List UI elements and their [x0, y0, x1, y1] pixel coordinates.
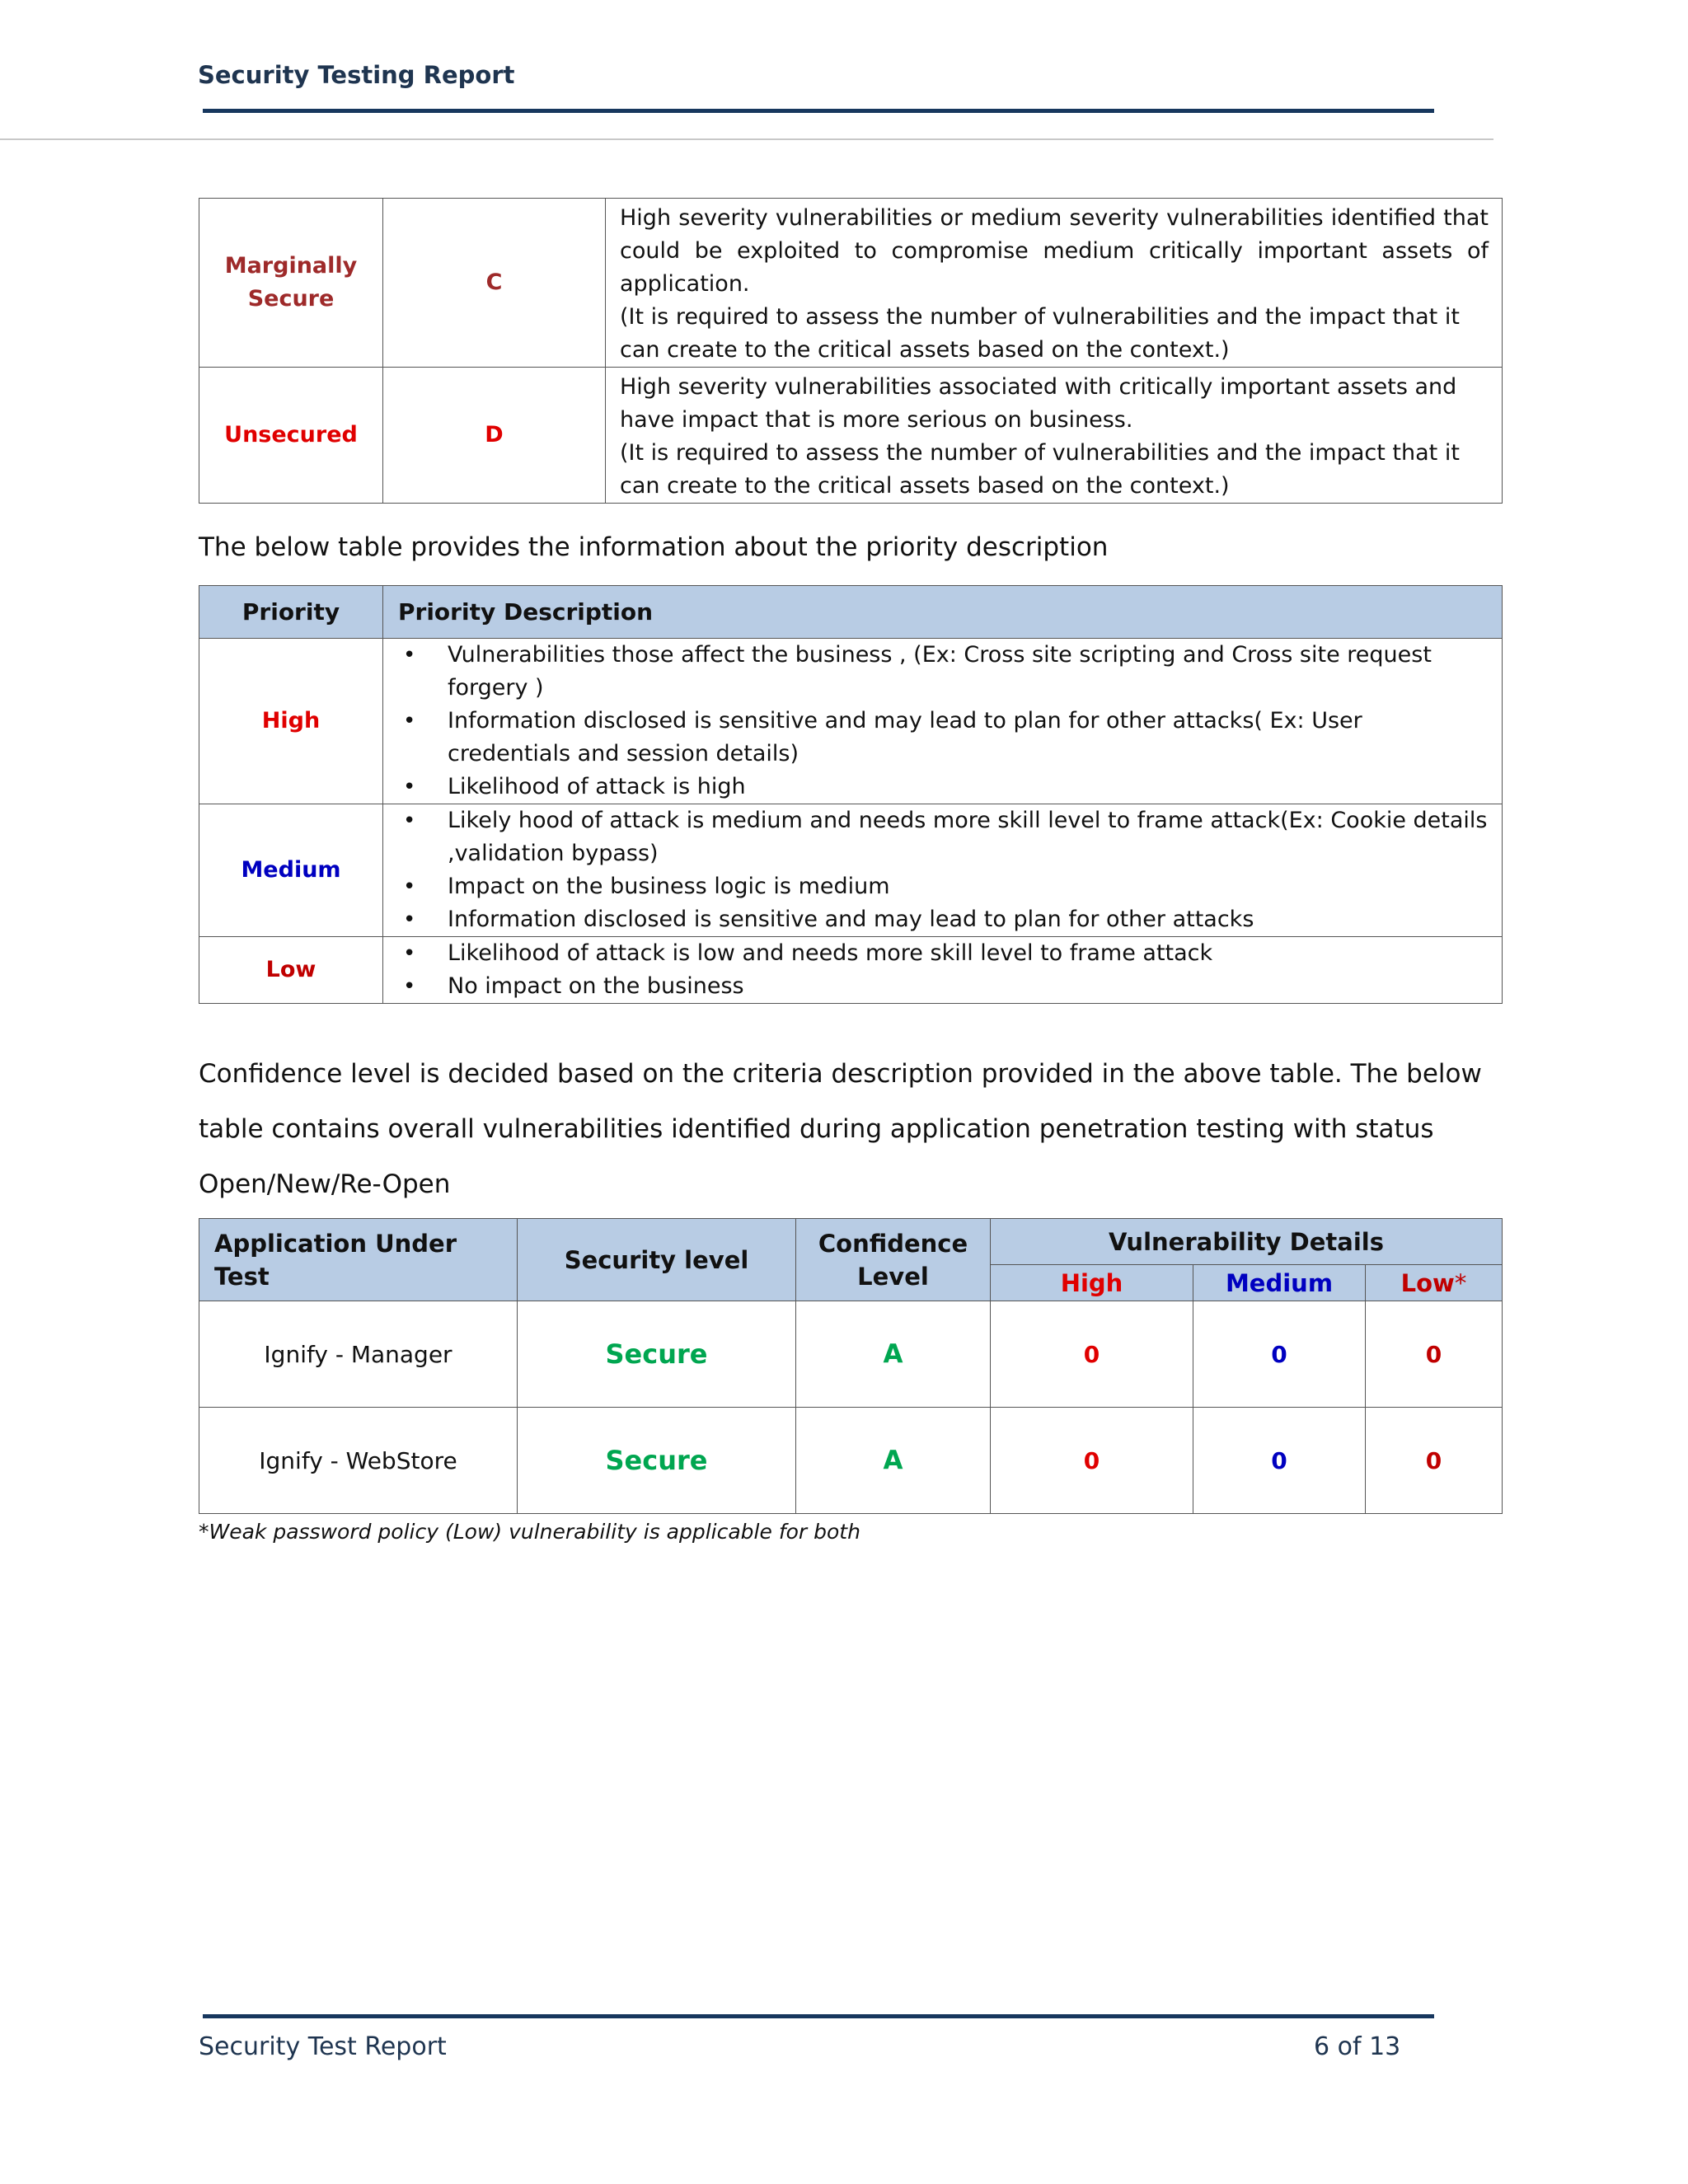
description-text: High severity vulnerabilities or medium severity vulnerabilities identified that could be exploited to compromise medium critically important assets of application. — [620, 205, 1489, 297]
report-header-title: Security Testing Report — [198, 61, 515, 89]
page-number: 6 of 13 — [1314, 2032, 1401, 2061]
priority-medium: Medium — [199, 804, 383, 937]
medium-count: 0 — [1193, 1408, 1366, 1514]
list-item: • Impact on the business logic is medium — [383, 870, 1489, 903]
confidence-level-value: A — [796, 1301, 991, 1408]
priority-description — [383, 639, 1503, 804]
high-column-header: High — [991, 1265, 1193, 1301]
list-item: • Vulnerabilities those affect the business , (Ex: Cross site scripting and Cross site request forgery ) — [383, 639, 1489, 705]
table-header-row — [199, 586, 1503, 639]
footer-title: Security Test Report — [199, 2032, 447, 2061]
vulnerability-details-header: Vulnerability Details — [991, 1219, 1503, 1265]
medium-column-header: Medium — [1193, 1265, 1366, 1301]
table-row — [199, 1408, 1503, 1514]
confidence-level-header: Confidence Level — [796, 1219, 991, 1301]
table-row — [199, 937, 1503, 1004]
security-level-description — [606, 199, 1503, 368]
list-item: • Likely hood of attack is medium and needs more skill level to frame attack(Ex: Cookie details ,validation bypass) — [383, 804, 1489, 870]
confidence-paragraph: Confidence level is decided based on the criteria description provided in the above table. The below table contains overall vulnerabilities identified during application penetration testing with status Open/New/Re-Open — [199, 1059, 1482, 1199]
security-level-table — [199, 198, 1503, 504]
description-text: High severity vulnerabilities associated with critically important assets and have impact that is more serious on business. — [620, 374, 1457, 433]
security-level-value: Secure — [518, 1301, 796, 1408]
priority-high: High — [199, 639, 383, 804]
description-note: (It is required to assess the number of vulnerabilities and the impact that it can create to the critical assets based on the context.) — [620, 440, 1460, 499]
header-rule — [203, 109, 1434, 113]
table-row — [199, 804, 1503, 937]
low-column-header — [1366, 1265, 1503, 1301]
app-name: Ignify - Manager — [199, 1301, 518, 1408]
priority-description-column-header: Priority Description — [383, 586, 1503, 639]
security-grade: D — [383, 368, 606, 504]
security-level-header: Security level — [518, 1219, 796, 1301]
table-row — [199, 199, 1503, 368]
priority-low: Low — [199, 937, 383, 1004]
security-level-value: Secure — [518, 1408, 796, 1514]
priority-description — [383, 804, 1503, 937]
app-name: Ignify - WebStore — [199, 1408, 518, 1514]
medium-count: 0 — [1193, 1301, 1366, 1408]
low-count: 0 — [1366, 1301, 1503, 1408]
description-note: (It is required to assess the number of vulnerabilities and the impact that it can create to the critical assets based on the context.) — [620, 304, 1460, 363]
table-row — [199, 368, 1503, 504]
low-footnote-marker: * — [1454, 1268, 1467, 1297]
list-item: • Likelihood of attack is high — [383, 771, 1489, 804]
list-item: • Likelihood of attack is low and needs more skill level to frame attack — [383, 937, 1489, 970]
vulnerability-summary-table — [199, 1218, 1503, 1514]
header-divider — [0, 138, 1493, 140]
table-row — [199, 1301, 1503, 1408]
priority-intro-text: The below table provides the information about the priority description — [199, 532, 1109, 562]
priority-column-header: Priority — [199, 586, 383, 639]
priority-description — [383, 937, 1503, 1004]
high-count: 0 — [991, 1301, 1193, 1408]
bullet-list — [383, 639, 1489, 804]
bullet-list — [383, 804, 1489, 936]
list-item: • No impact on the business — [383, 970, 1489, 1003]
bullet-list — [383, 937, 1489, 1003]
app-under-test-header: Application Under Test — [199, 1219, 518, 1301]
security-level-name: Marginally Secure — [199, 199, 383, 368]
high-count: 0 — [991, 1408, 1193, 1514]
list-item: • Information disclosed is sensitive and may lead to plan for other attacks( Ex: User credentials and session details) — [383, 705, 1489, 771]
table-footnote: *Weak password policy (Low) vulnerability is applicable for both — [199, 1520, 860, 1544]
confidence-level-value: A — [796, 1408, 991, 1514]
list-item: • Information disclosed is sensitive and may lead to plan for other attacks — [383, 903, 1489, 936]
security-level-name: Unsecured — [199, 368, 383, 504]
security-level-description — [606, 368, 1503, 504]
low-column-label: Low — [1400, 1268, 1455, 1297]
table-row — [199, 639, 1503, 804]
table-header-row — [199, 1219, 1503, 1265]
low-count: 0 — [1366, 1408, 1503, 1514]
priority-table — [199, 585, 1503, 1004]
footer-rule — [203, 2014, 1434, 2018]
security-grade: C — [383, 199, 606, 368]
